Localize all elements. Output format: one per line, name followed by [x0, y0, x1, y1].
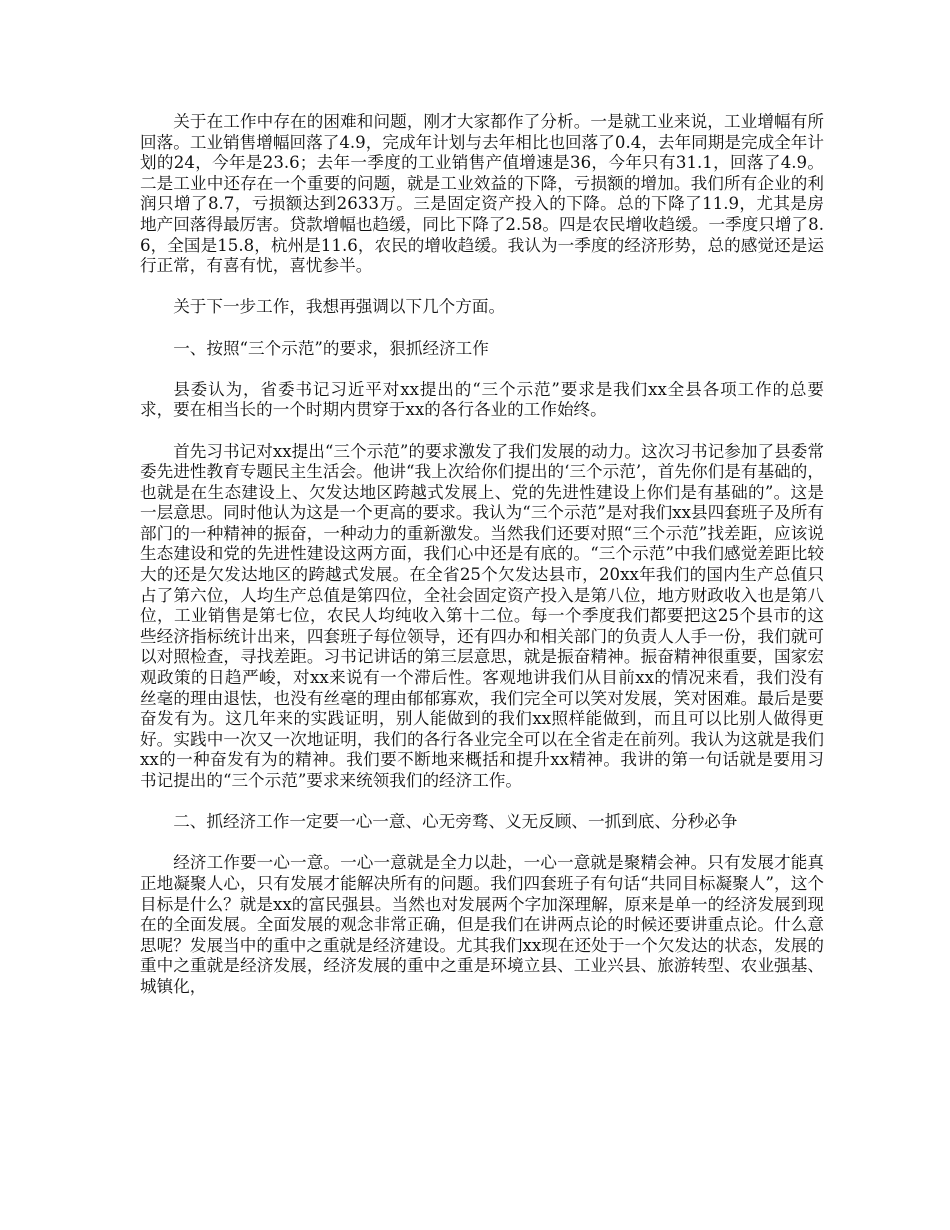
paragraph-next-steps-intro: 关于下一步工作，我想再强调以下几个方面。: [173, 297, 506, 317]
document-body: [140, 112, 824, 1018]
section-heading-two: 二、抓经济工作一定要一心一意、心无旁骛、义无反顾、一抓到底、分秒必争: [173, 812, 738, 832]
paragraph-county-committee: 县委认为，省委书记习近平对xx提出的“三个示范”要求是我们xx全县各项工作的总要求，要在相当长的一个时期内贯穿于xx的各行各业的工作始终。: [140, 379, 824, 420]
paragraph-three-demonstrations: 首先习书记对xx提出“三个示范”的要求激发了我们发展的动力。这次习书记参加了县委常委先进性教育专题民主生活会。他讲“我上次给你们提出的‘三个示范’，首先你们是有基础的，也就是在生态建设上、欠发达地区跨越式发展上、党的先进性建设上你们是有基础的”。这是一层意思。同时他认为这是一个更高的要求。我认为“三个示范”是对我们xx县四套班子及所有部门的一种精神的振奋，一种动力的重新激发。当然我们还要对照“三个示范”找差距，应该说生态建设和党的先进性建设这两方面，我们心中还是有底的。“三个示范”中我们感觉差距比较大的还是欠发达地区的跨越式发展。在全省25个欠发达县市，20xx年我们的国内生产总值只占了第六位，人均生产总值是第四位，全社会固定资产投入是第八位，地方财政收入也是第八位，工业销售是第七位，农民人均纯收入第十二位。每一个季度我们都要把这25个县市的这些经济指标统计出来，四套班子每位领导，还有四办和相关部门的负责人人手一份，我们就可以对照检查，寻找差距。习书记讲话的第三层意思，就是振奋精神。振奋精神很重要，国家宏观政策的日趋严峻，对xx来说有一个滞后性。客观地讲我们从目前xx的情况来看，我们没有丝毫的理由退怯，也没有丝毫的理由郁郁寡欢，我们完全可以笑对发展，笑对困难。最后是要奋发有为。这几年来的实践证明，别人能做到的我们xx照样能做到，而且可以比别人做得更好。实践中一次又一次地证明，我们的各行各业完全可以在全省走在前列。我认为这就是我们xx的一种奋发有为的精神。我们要不断地来概括和提升xx精神。我讲的第一句话就是要用习书记提出的“三个示范”要求来统领我们的经济工作。: [140, 441, 824, 790]
section-heading-one: 一、按照“三个示范”的要求，狠抓经济工作: [173, 338, 489, 358]
paragraph-economic-work: 经济工作要一心一意。一心一意就是全力以赴，一心一意就是聚精会神。只有发展才能真正地凝聚人心，只有发展才能解决所有的问题。我们四套班子有句话“共同目标凝聚人”，这个目标是什么？就是xx的富民强县。当然也对发展两个字加深理解，原来是单一的经济发展到现在的全面发展。全面发展的观念非常正确，但是我们在讲两点论的时候还要讲重点论。什么意思呢？发展当中的重中之重就是经济建设。尤其我们xx现在还处于一个欠发达的状态，发展的重中之重就是经济发展，经济发展的重中之重是环境立县、工业兴县、旅游转型、农业强基、城镇化，: [140, 853, 824, 996]
paragraph-problems: 关于在工作中存在的困难和问题，刚才大家都作了分析。一是就工业来说，工业增幅有所回落。工业销售增幅回落了4.9，完成年计划与去年相比也回落了0.4，去年同期是完成全年计划的24，今年是23.6；去年一季度的工业销售产值增速是36，今年只有31.1，回落了4.9。二是工业中还存在一个重要的问题，就是工业效益的下降，亏损额的增加。我们所有企业的利润只增了8.7，亏损额达到2633万。三是固定资产投入的下降。总的下降了11.9，尤其是房地产回落得最厉害。贷款增幅也趋缓，同比下降了2.58。四是农民增收趋缓。一季度只增了8.6，全国是15.8，杭州是11.6，农民的增收趋缓。我认为一季度的经济形势，总的感觉还是运行正常，有喜有忧，喜忧参半。: [140, 112, 824, 276]
